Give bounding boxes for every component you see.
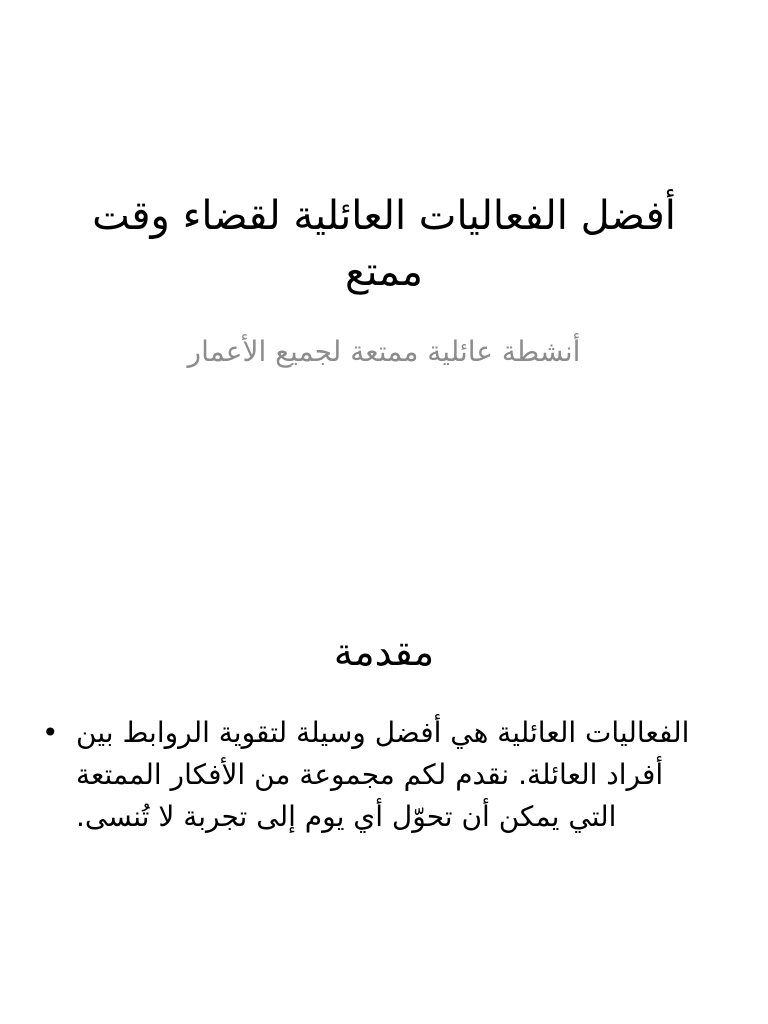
list-item xyxy=(38,712,698,838)
bullet-icon: • xyxy=(42,716,59,749)
bullet-text: الفعاليات العائلية هي أفضل وسيلة لتقوية الروابط بين أفراد العائلة. نقدم لكم مجموعة من الأفكار الممتعة التي يمكن أن تحوّل أي يوم إلى تجربة لا تُنسى. xyxy=(76,716,690,833)
slide-title: أفضل الفعاليات العائلية لقضاء وقت ممتع xyxy=(92,193,676,295)
bullet-list xyxy=(38,712,698,838)
section-heading: مقدمة xyxy=(333,630,435,674)
introduction-slide xyxy=(0,512,768,1024)
slide-subtitle: أنشطة عائلية ممتعة لجميع الأعمار xyxy=(187,335,581,368)
